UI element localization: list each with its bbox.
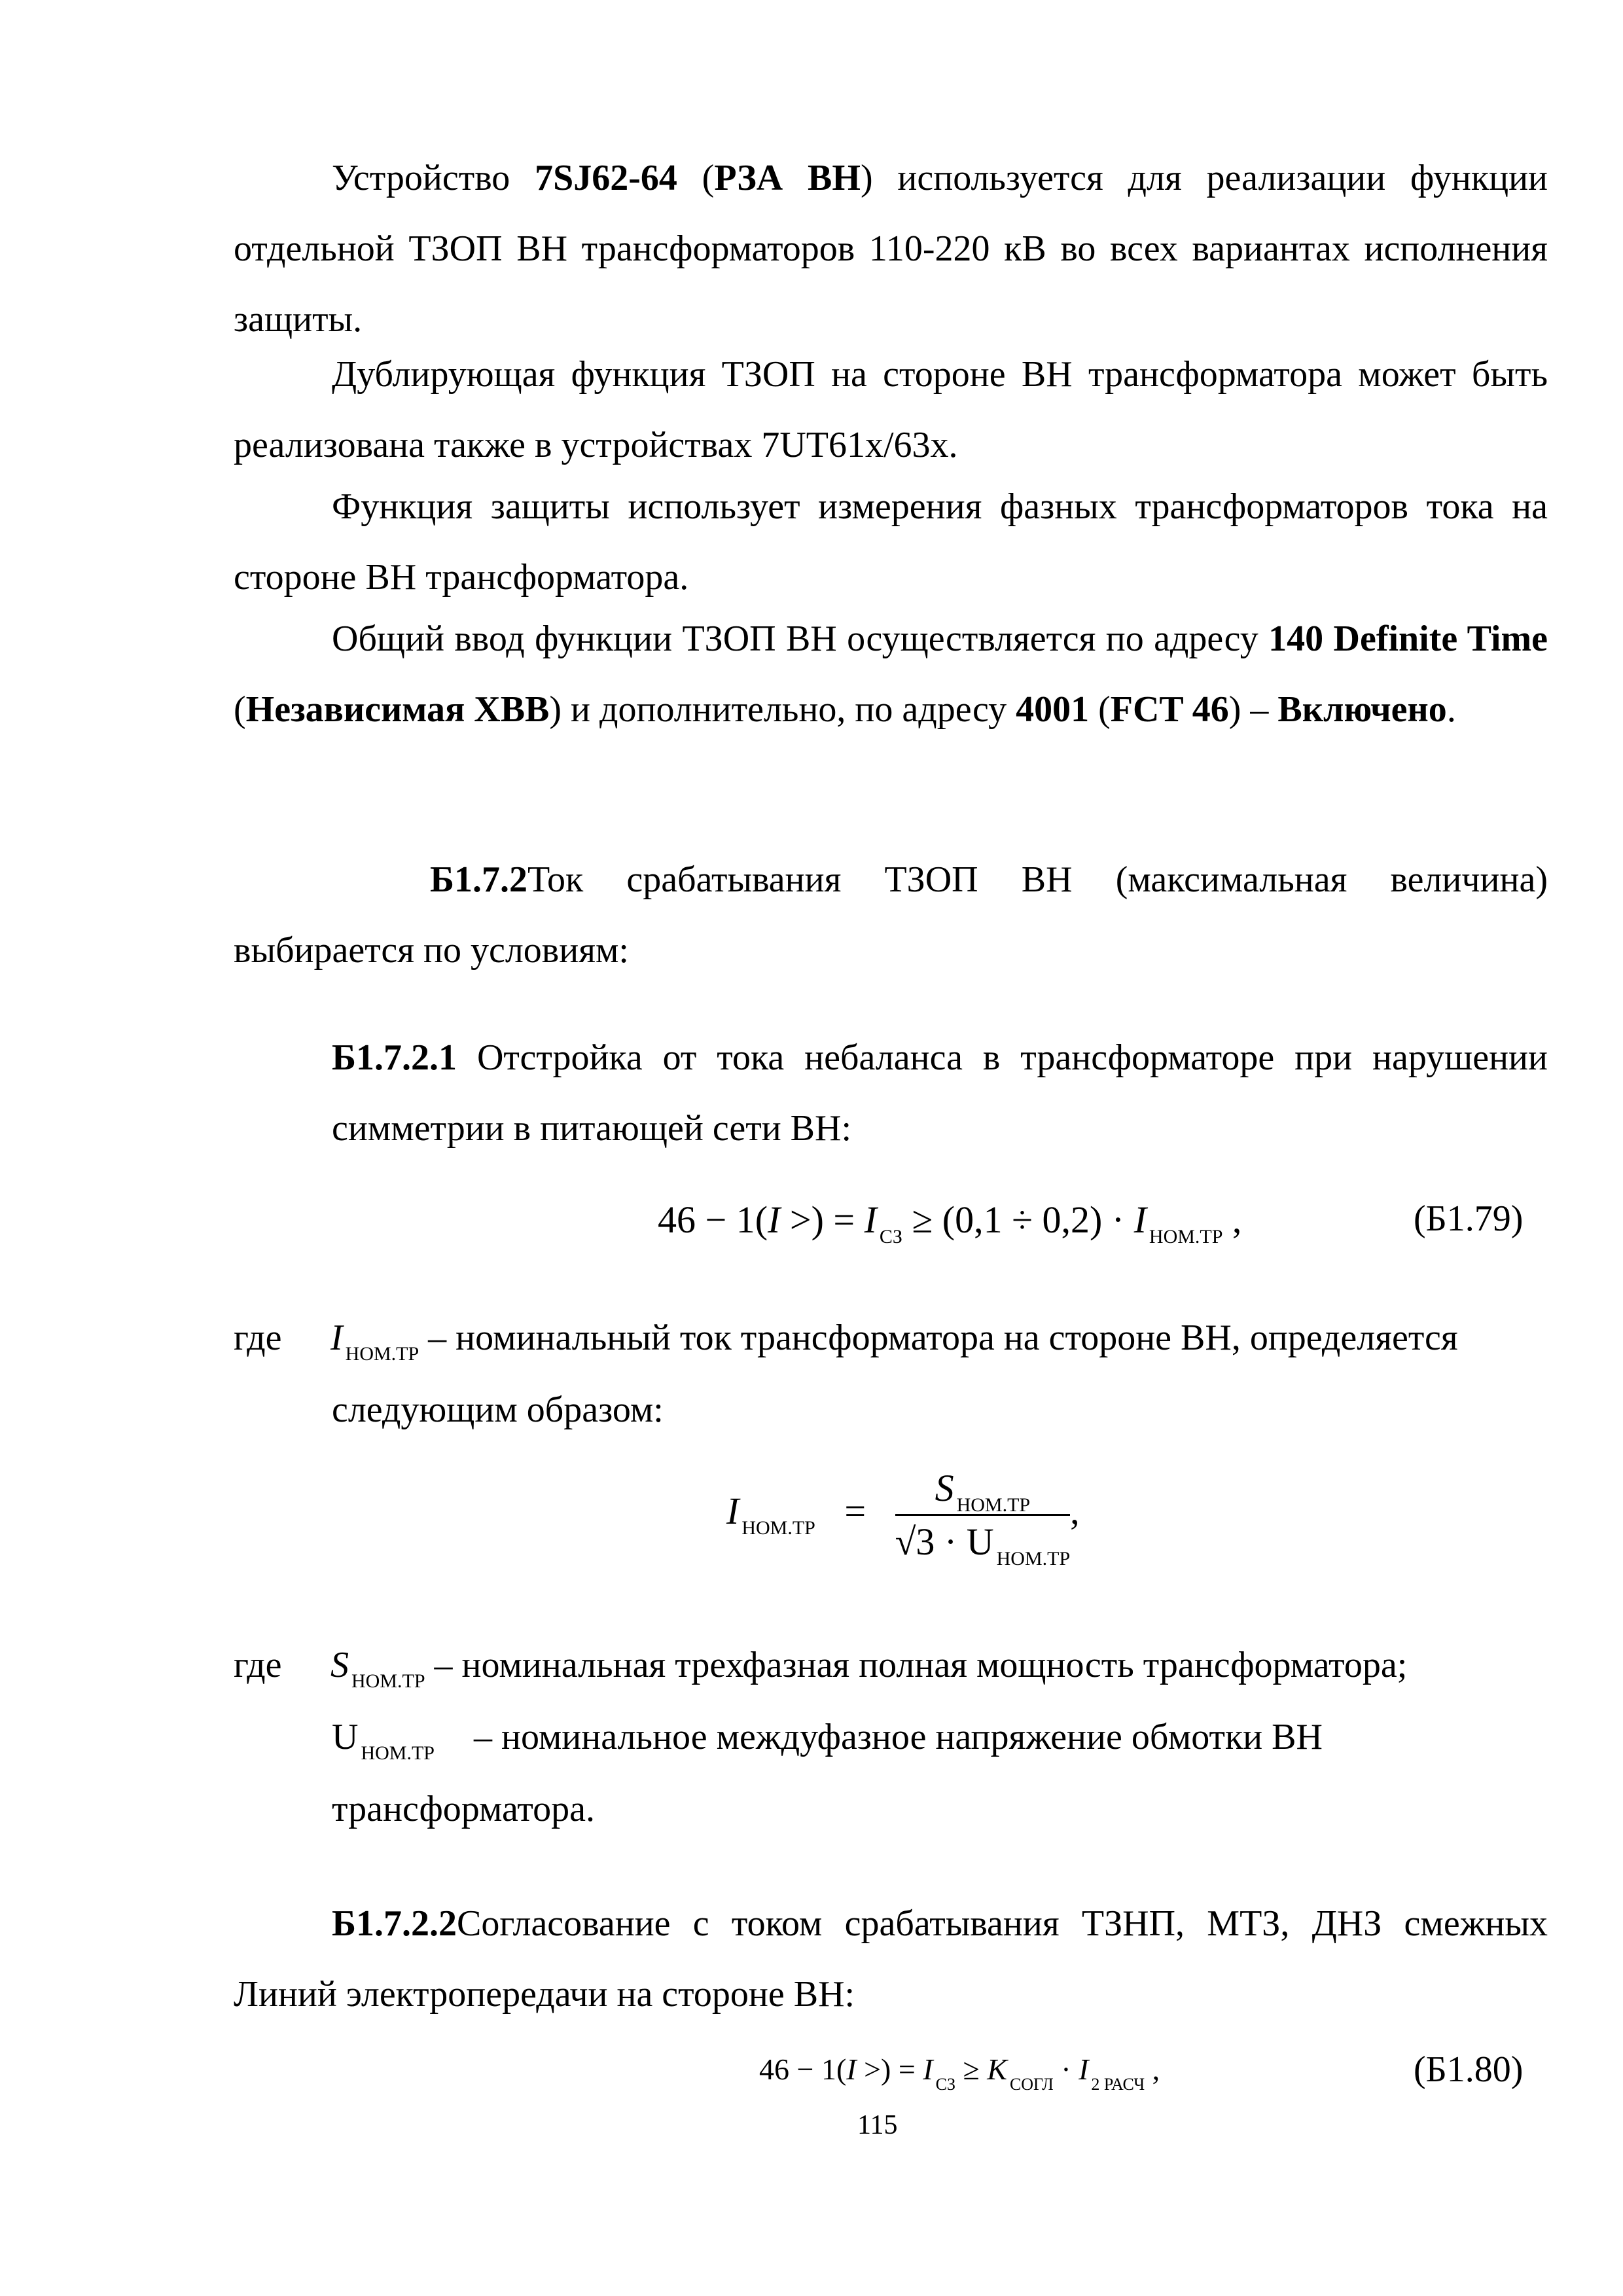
symbol: S [330,1645,349,1685]
where-definition-cont: следующим образом: [332,1390,664,1430]
text: ) используется для реализации функции отдельной ТЗОП ВН трансформаторов 110-220 кВ во всех вариантах исполнения защиты. [234,158,1548,340]
paragraph-duplicate-function: Дублирующая функция ТЗОП на стороне ВН трансформатора может быть реализована также в устройствах 7UT61x/63x. [234,354,1548,465]
section-text: Согласование с током срабатывания ТЗНП, МТЗ, ДНЗ смежных Линий электропередачи на стороне ВН: [234,1903,1548,2015]
enabled-label: Включено [1277,689,1447,730]
formula-part: >) = [780,1198,865,1241]
text: Устройство [332,158,535,198]
formula-part: , [1145,2053,1160,2086]
formula-part: · [1053,2053,1079,2086]
paragraph-device [234,143,1548,355]
formula-number: (Б1.79) [1414,1198,1524,1239]
paragraph-measurements: Функция защиты использует измерения фазных трансформаторов тока на стороне ВН трансформатора. [234,486,1548,598]
symbol-subscript: НОМ.ТР [351,1670,425,1692]
section-text: Ток срабатывания ТЗОП ВН (максимальная величина) выбирается по условиям: [234,859,1548,971]
formula-subscript: НОМ.ТР [1149,1226,1223,1247]
formula-part: I [726,1489,740,1532]
where-definition-unom [332,1702,1548,1778]
text: . [1446,689,1456,730]
page-number: 115 [857,2110,898,2140]
formula-subscript: СОГЛ [1009,2075,1054,2094]
formula-part: I [768,1198,781,1241]
formula-part: >) = [856,2053,923,2086]
formula-b1-80 [759,2052,1160,2094]
formula-subscript: СЗ [879,1226,902,1247]
formula-part: ≥ (0,1 ÷ 0,2) · [902,1198,1134,1241]
fct-label: FCT 46 [1110,689,1229,730]
formula-part: K [987,2053,1007,2086]
definition-text: – номинальный ток трансформатора на стороне ВН, определяется [419,1318,1458,1358]
formula-subscript: СЗ [935,2075,955,2094]
fraction [895,1466,1071,1570]
address-number: 4001 [1016,689,1090,730]
text: ( [234,689,246,730]
formula-part: 46 − 1( [759,2053,847,2086]
symbol: U [332,1717,359,1757]
section-b1-7-2-1 [332,1022,1548,1164]
formula-part: 46 − 1( [658,1198,768,1241]
symbol-subscript: НОМ.ТР [345,1343,419,1365]
text: ) – [1228,689,1278,730]
text: ( [1089,689,1111,730]
formula-subscript: НОМ.ТР [741,1516,815,1539]
section-number: Б1.7.2.2 [332,1903,457,1944]
paragraph-general-input [234,603,1548,745]
formula-subscript: 2 РАСЧ [1091,2075,1145,2094]
section-number: Б1.7.2 [430,859,528,900]
where-definition-snom [330,1630,1548,1706]
formula-part: = [844,1489,866,1532]
formula-inom [726,1466,1080,1570]
formula-part: S [935,1467,954,1509]
formula-part: I [1133,1198,1147,1241]
symbol-subscript: НОМ.ТР [361,1742,435,1764]
where-definition-cont: трансформатора. [332,1789,596,1829]
text: ( [677,158,715,198]
section-b1-7-2-2 [234,1888,1548,2030]
formula-part: I [1079,2053,1089,2086]
formula-part: I [864,1198,877,1241]
formula-part: √3 · U [895,1520,994,1563]
section-text: Отстройка от тока небаланса в трансформаторе при нарушении симметрии в питающей сети ВН: [332,1037,1548,1149]
device-model: 7SJ62-64 [535,158,677,198]
formula-subscript: НОМ.ТР [996,1548,1071,1570]
section-b1-7-2 [234,844,1548,986]
formula-part: ≥ [955,2053,988,2086]
where-label: где [234,1645,282,1685]
formula-part: , [1070,1489,1080,1532]
text: ) и дополнительно, по адресу [549,689,1016,730]
definition-text: – номинальная трехфазная полная мощность трансформатора; [425,1645,1408,1685]
device-name: РЗА ВН [714,158,861,198]
formula-part: I [923,2053,933,2086]
formula-b1-79 [658,1198,1242,1247]
where-definition-inom [330,1302,1548,1379]
formula-part: , [1222,1198,1242,1241]
section-number: Б1.7.2.1 [332,1037,457,1078]
formula-subscript: НОМ.ТР [956,1494,1031,1516]
fraction-numerator [895,1466,1071,1516]
text: Общий ввод функции ТЗОП ВН осуществляется по адресу [332,619,1269,659]
formula-number: (Б1.80) [1414,2049,1524,2090]
formula-part: I [846,2053,857,2086]
address-label: 140 Definite Time [1268,619,1548,659]
definition-text: – номинальное междуфазное напряжение обмотки ВН [473,1717,1323,1757]
where-label: где [234,1318,282,1358]
fraction-denominator [895,1516,1071,1570]
symbol: I [330,1318,343,1358]
setting-label: Независимая ХВВ [245,689,550,730]
